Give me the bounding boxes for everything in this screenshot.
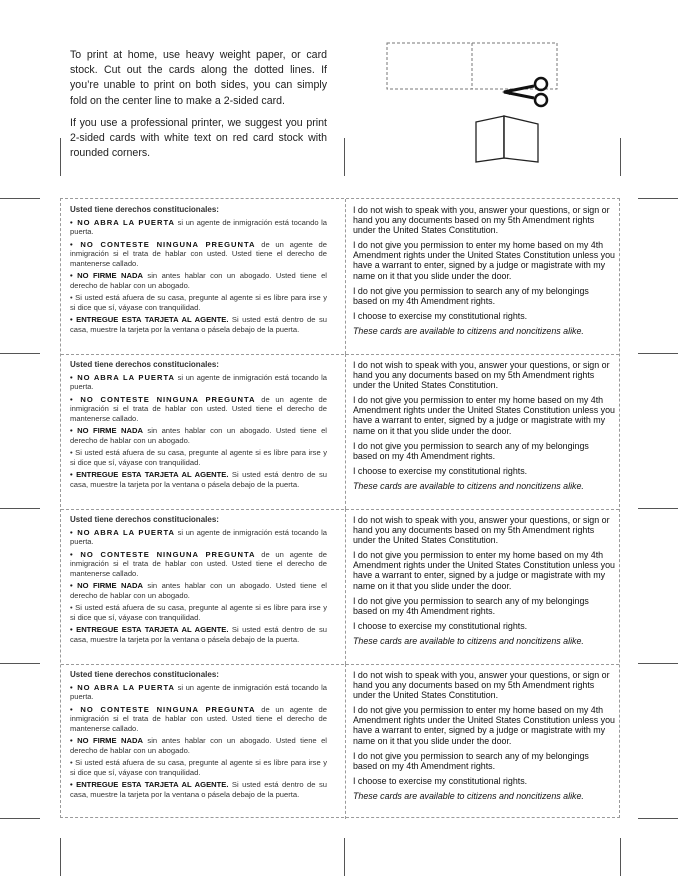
rights-item bbox=[70, 315, 327, 334]
card-back-paragraph: I do not wish to speak with you, answer your questions, or sign or hand you any documents based on my 5th Amendment rights under the United States Constitution. bbox=[353, 515, 610, 546]
cut-line bbox=[61, 354, 619, 355]
rights-item-text: • Si usted está afuera de su casa, pregunte al agente si es libre para irse y si dice que sí, váyase con tranquilidad. bbox=[70, 758, 327, 777]
card-row bbox=[61, 509, 619, 664]
crop-mark bbox=[0, 198, 40, 199]
card-back-paragraph: I choose to exercise my constitutional rights. bbox=[353, 620, 528, 631]
crop-mark bbox=[0, 663, 40, 664]
card-sheet bbox=[60, 198, 620, 818]
crop-mark bbox=[0, 508, 40, 509]
card-back-paragraph: I do not wish to speak with you, answer your questions, or sign or hand you any documents based on my 5th Amendment rights under the United States Constitution. bbox=[353, 205, 610, 236]
card-back-paragraph: I do not wish to speak with you, answer your questions, or sign or hand you any documents based on my 5th Amendment rights under the United States Constitution. bbox=[353, 360, 610, 391]
card-row bbox=[61, 199, 619, 354]
rights-item bbox=[70, 603, 327, 622]
crop-mark bbox=[60, 138, 61, 176]
card-back-paragraph: I do not wish to speak with you, answer your questions, or sign or hand you any documents based on my 5th Amendment rights under the United States Constitution. bbox=[353, 670, 610, 701]
card-back-english bbox=[353, 205, 615, 341]
rights-item-text: Si usted está dentro de su casa, muestre la tarjeta por la ventana o pásela debajo de la puerta. bbox=[70, 625, 327, 644]
card-back-note: These cards are available to citizens and noncitizens alike. bbox=[353, 480, 584, 491]
rights-item-text: de un agente de inmigración si el trata de hablar con usted. Usted tiene el derecho de mantenerse callado. bbox=[70, 549, 327, 578]
rights-item-bold: • NO CONTESTE NINGUNA PREGUNTA bbox=[70, 394, 256, 404]
rights-item-text: si un agente de inmigración está tocando la puerta. bbox=[70, 682, 327, 701]
fold-line bbox=[345, 354, 346, 509]
rights-item-bold: • ENTREGUE ESTA TARJETA AL AGENTE. bbox=[70, 625, 229, 634]
rights-item-bold: • NO CONTESTE NINGUNA PREGUNTA bbox=[70, 704, 256, 714]
card-back-english bbox=[353, 670, 615, 806]
intro-print-professional bbox=[70, 116, 327, 162]
rights-item-bold: • NO CONTESTE NINGUNA PREGUNTA bbox=[70, 549, 256, 559]
card-back-paragraph: I do not give you permission to search any of my belongings based on my 4th Amendment rights. bbox=[353, 595, 589, 616]
card-front-spanish bbox=[70, 670, 327, 802]
card-back-english bbox=[353, 515, 615, 651]
rights-item-text: sin antes hablar con un abogado. Usted tiene el derecho de hablar con un abogado. bbox=[70, 581, 327, 600]
rights-item bbox=[70, 293, 327, 312]
crop-mark bbox=[638, 663, 678, 664]
rights-item bbox=[70, 271, 327, 290]
fold-line bbox=[345, 199, 346, 354]
crop-mark bbox=[638, 818, 678, 819]
rights-item-text: de un agente de inmigración si el trata de hablar con usted. Usted tiene el derecho de mantenerse callado. bbox=[70, 704, 327, 733]
rights-item-bold: • NO FIRME NADA bbox=[70, 426, 143, 435]
card-front-spanish bbox=[70, 515, 327, 647]
rights-item-text: de un agente de inmigración si el trata de hablar con usted. Usted tiene el derecho de mantenerse callado. bbox=[70, 394, 327, 423]
crop-mark bbox=[638, 198, 678, 199]
crop-mark bbox=[344, 838, 345, 876]
fold-line bbox=[345, 664, 346, 819]
card-back-note: These cards are available to citizens and noncitizens alike. bbox=[353, 325, 584, 336]
rights-item-bold: • NO FIRME NADA bbox=[70, 736, 143, 745]
rights-item bbox=[70, 581, 327, 600]
rights-item bbox=[70, 780, 327, 799]
card-back-paragraph: I choose to exercise my constitutional rights. bbox=[353, 775, 528, 786]
card-back-note: These cards are available to citizens and noncitizens alike. bbox=[353, 635, 584, 646]
card-back-note: These cards are available to citizens and noncitizens alike. bbox=[353, 790, 584, 801]
card-front-title: Usted tiene derechos constitucionales: bbox=[70, 515, 219, 524]
intro-print-professional-text: If you use a professional printer, we suggest you print 2-sided cards with white text on red card stock with rounded corners. bbox=[70, 117, 327, 160]
rights-item-bold: • NO ABRA LA PUERTA bbox=[70, 682, 176, 692]
intro-print-home bbox=[70, 48, 327, 109]
card-back-paragraph: I do not give you permission to search any of my belongings based on my 4th Amendment rights. bbox=[353, 440, 589, 461]
rights-item-text: si un agente de inmigración está tocando la puerta. bbox=[70, 372, 327, 391]
rights-item bbox=[70, 218, 327, 237]
rights-item bbox=[70, 426, 327, 445]
rights-item bbox=[70, 448, 327, 467]
card-front-spanish bbox=[70, 205, 327, 337]
rights-item-text: • Si usted está afuera de su casa, pregunte al agente si es libre para irse y si dice que sí, váyase con tranquilidad. bbox=[70, 293, 327, 312]
rights-item bbox=[70, 470, 327, 489]
rights-item-text: Si usted está dentro de su casa, muestre la tarjeta por la ventana o pásela debajo de la puerta. bbox=[70, 315, 327, 334]
rights-item-text: Si usted está dentro de su casa, muestre la tarjeta por la ventana o pásela debajo de la puerta. bbox=[70, 780, 327, 799]
card-front-title: Usted tiene derechos constitucionales: bbox=[70, 205, 219, 214]
rights-item bbox=[70, 705, 327, 734]
intro-print-home-text: To print at home, use heavy weight paper, or card stock. Cut out the cards along the dotted lines. If you’re unable to print on both sides, you can simply fold on the center line to make a 2-sided card. bbox=[70, 49, 327, 107]
card-back-paragraph: I do not give you permission to search any of my belongings based on my 4th Amendment rights. bbox=[353, 285, 589, 306]
card-back-paragraph: I do not give you permission to enter my home based on my 4th Amendment rights under the United States Constitution unless you have a warrant to enter, signed by a judge or magistrate with my name on it that you slide under the door. bbox=[353, 240, 615, 281]
crop-mark bbox=[60, 838, 61, 876]
crop-mark bbox=[638, 508, 678, 509]
rights-item bbox=[70, 395, 327, 424]
cut-line bbox=[61, 509, 619, 510]
folded-card-icon bbox=[474, 114, 540, 164]
rights-item bbox=[70, 758, 327, 777]
rights-item bbox=[70, 683, 327, 702]
card-row bbox=[61, 354, 619, 509]
card-back-english bbox=[353, 360, 615, 496]
rights-item-bold: • NO FIRME NADA bbox=[70, 581, 143, 590]
rights-item bbox=[70, 373, 327, 392]
rights-item-bold: • ENTREGUE ESTA TARJETA AL AGENTE. bbox=[70, 470, 229, 479]
card-back-paragraph: I do not give you permission to search any of my belongings based on my 4th Amendment rights. bbox=[353, 750, 589, 771]
rights-item-text: sin antes hablar con un abogado. Usted tiene el derecho de hablar con un abogado. bbox=[70, 736, 327, 755]
crop-mark bbox=[344, 138, 345, 176]
rights-item-bold: • NO ABRA LA PUERTA bbox=[70, 217, 176, 227]
rights-item-bold: • ENTREGUE ESTA TARJETA AL AGENTE. bbox=[70, 780, 229, 789]
rights-item-bold: • NO FIRME NADA bbox=[70, 271, 143, 280]
rights-item-bold: • NO CONTESTE NINGUNA PREGUNTA bbox=[70, 239, 256, 249]
crop-mark bbox=[0, 353, 40, 354]
scissors-icon bbox=[502, 76, 552, 108]
fold-line bbox=[345, 509, 346, 664]
rights-item-bold: • ENTREGUE ESTA TARJETA AL AGENTE. bbox=[70, 315, 229, 324]
rights-item-text: si un agente de inmigración está tocando la puerta. bbox=[70, 217, 327, 236]
rights-item-text: de un agente de inmigración si el trata de hablar con usted. Usted tiene el derecho de mantenerse callado. bbox=[70, 239, 327, 268]
rights-item bbox=[70, 736, 327, 755]
card-back-paragraph: I do not give you permission to enter my home based on my 4th Amendment rights under the United States Constitution unless you have a warrant to enter, signed by a judge or magistrate with my name on it that you slide under the door. bbox=[353, 550, 615, 591]
rights-item-text: • Si usted está afuera de su casa, pregunte al agente si es libre para irse y si dice que sí, váyase con tranquilidad. bbox=[70, 448, 327, 467]
card-back-paragraph: I choose to exercise my constitutional rights. bbox=[353, 465, 528, 476]
crop-mark bbox=[0, 818, 40, 819]
crop-mark bbox=[638, 353, 678, 354]
rights-item bbox=[70, 550, 327, 579]
crop-mark bbox=[620, 138, 621, 176]
card-back-paragraph: I choose to exercise my constitutional rights. bbox=[353, 310, 528, 321]
rights-item-text: Si usted está dentro de su casa, muestre la tarjeta por la ventana o pásela debajo de la puerta. bbox=[70, 470, 327, 489]
rights-item bbox=[70, 528, 327, 547]
rights-item bbox=[70, 240, 327, 269]
card-front-title: Usted tiene derechos constitucionales: bbox=[70, 670, 219, 679]
rights-item-bold: • NO ABRA LA PUERTA bbox=[70, 527, 176, 537]
rights-item-bold: • NO ABRA LA PUERTA bbox=[70, 372, 176, 382]
card-row bbox=[61, 664, 619, 819]
rights-item-text: sin antes hablar con un abogado. Usted tiene el derecho de hablar con un abogado. bbox=[70, 271, 327, 290]
rights-item bbox=[70, 625, 327, 644]
card-front-spanish bbox=[70, 360, 327, 492]
card-back-paragraph: I do not give you permission to enter my home based on my 4th Amendment rights under the United States Constitution unless you have a warrant to enter, signed by a judge or magistrate with my name on it that you slide under the door. bbox=[353, 395, 615, 436]
rights-item-text: sin antes hablar con un abogado. Usted tiene el derecho de hablar con un abogado. bbox=[70, 426, 327, 445]
cut-line bbox=[61, 664, 619, 665]
crop-mark bbox=[620, 838, 621, 876]
card-back-paragraph: I do not give you permission to enter my home based on my 4th Amendment rights under the United States Constitution unless you have a warrant to enter, signed by a judge or magistrate with my name on it that you slide under the door. bbox=[353, 705, 615, 746]
card-front-title: Usted tiene derechos constitucionales: bbox=[70, 360, 219, 369]
rights-item-text: si un agente de inmigración está tocando la puerta. bbox=[70, 527, 327, 546]
rights-item-text: • Si usted está afuera de su casa, pregunte al agente si es libre para irse y si dice que sí, váyase con tranquilidad. bbox=[70, 603, 327, 622]
